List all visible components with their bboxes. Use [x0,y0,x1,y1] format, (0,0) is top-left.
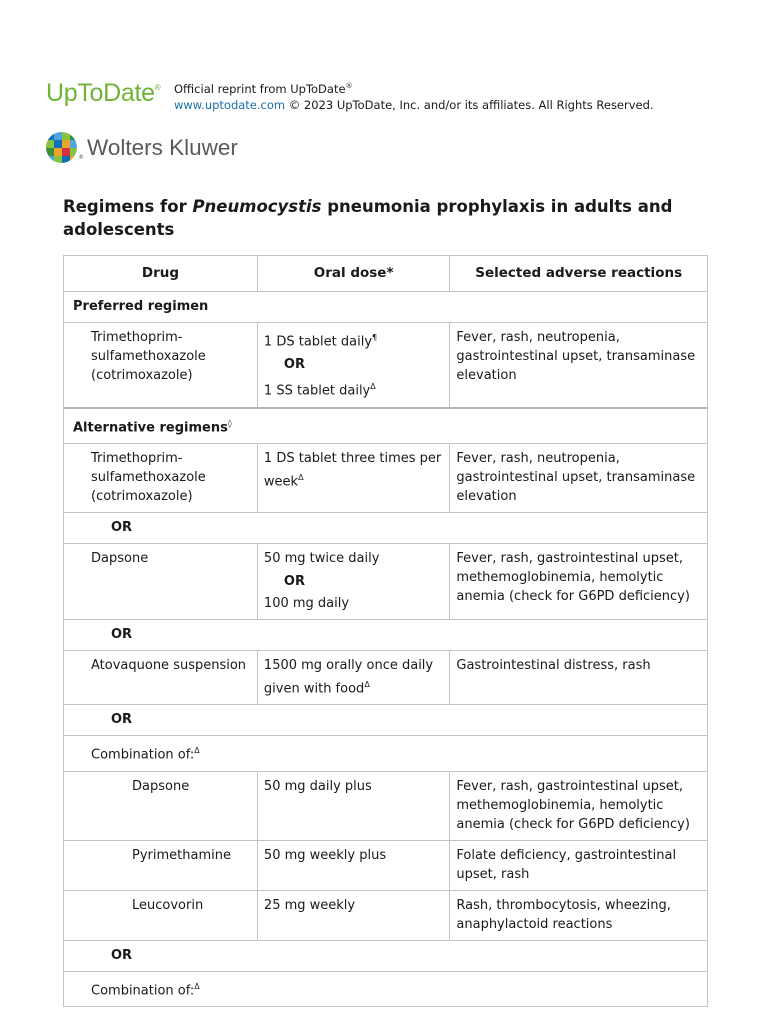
header-oral-dose: Oral dose* [257,256,449,292]
table-row [64,323,708,408]
dose-cell: 50 mg weekly plus [257,840,449,890]
header-adverse-reactions: Selected adverse reactions [450,256,708,292]
reprint-header [46,76,726,116]
dose-text: 1 DS tablet three times per week [263,450,442,490]
section-label-preferred: Preferred regimen [64,292,708,323]
footnote-mark: Δ [194,981,200,991]
table-row [64,650,708,704]
section-label-text: Alternative regimens [73,419,228,435]
dose-or-label: OR [283,573,305,589]
footnote-mark: ◊ [227,418,232,428]
footnote-mark: Δ [194,746,200,756]
table-row [64,443,708,512]
or-row [64,619,708,650]
title-pre: Regimens for [63,197,193,216]
table-row [64,543,708,619]
reactions-cell: Fever, rash, neutropenia, gastrointestinal upset, transaminase elevation [450,323,708,408]
drug-cell: Atovaquone suspension [64,650,258,704]
combination-row [64,971,708,1006]
dose-cell [257,543,449,619]
dose-option: 50 mg twice daily [263,550,380,566]
title-italic: Pneumocystis [192,197,322,216]
footnote-mark: Δ [370,382,376,392]
dose-text: 1500 mg orally once daily given with food [263,657,434,697]
regimens-table [63,255,708,1007]
or-label: OR [64,705,708,736]
combination-text: Combination of: [91,982,195,998]
drug-cell: Leucovorin [64,890,258,940]
combination-text: Combination of: [91,747,195,763]
combination-label [64,971,708,1006]
title-post: pneumonia prophylaxis in adults and adolescents [63,197,673,239]
section-label-alternative [64,408,708,444]
reprint-notice [174,78,654,113]
or-label: OR [64,940,708,971]
drug-cell: Dapsone [64,771,258,840]
dose-cell [257,443,449,512]
dose-cell [257,323,449,408]
dose-option: 1 SS tablet daily [263,383,371,399]
uptodate-website-link[interactable]: www.uptodate.com [174,97,286,112]
reactions-cell: Rash, thrombocytosis, wheezing, anaphylactoid reactions [450,890,708,940]
dose-option: 1 DS tablet daily [263,334,373,350]
dose-cell: 25 mg weekly [257,890,449,940]
reactions-cell: Fever, rash, gastrointestinal upset, methemoglobinemia, hemolytic anemia (check for G6PD deficiency) [450,771,708,840]
wolters-kluwer-mark-icon [46,132,77,163]
reactions-cell: Fever, rash, neutropenia, gastrointestinal upset, transaminase elevation [450,443,708,512]
drug-cell: Trimethoprim-sulfamethoxazole (cotrimoxazole) [64,443,258,512]
reactions-cell: Gastrointestinal distress, rash [450,650,708,704]
combination-row [64,736,708,771]
reactions-cell: Folate deficiency, gastrointestinal upset, rash [450,840,708,890]
copyright-text: © 2023 UpToDate, Inc. and/or its affiliates. All Rights Reserved. [285,97,654,112]
footnote-mark: Δ [364,679,370,689]
table-row [64,890,708,940]
uptodate-logo-text: UpToDate [46,79,155,107]
or-row [64,512,708,543]
wolters-kluwer-text: Wolters Kluwer [87,135,238,160]
dose-cell [257,650,449,704]
dose-or-label: OR [283,357,305,373]
or-label: OR [64,619,708,650]
or-row [64,705,708,736]
dose-cell: 50 mg daily plus [257,771,449,840]
drug-cell: Dapsone [64,543,258,619]
drug-cell: Trimethoprim-sulfamethoxazole (cotrimoxazole) [64,323,258,408]
uptodate-logo[interactable] [46,79,160,108]
footnote-mark: ¶ [372,333,378,342]
table-row [64,840,708,890]
section-row-alternative [64,408,708,444]
reprint-reg: ® [345,82,353,90]
footnote-mark: Δ [298,472,304,482]
uptodate-logo-reg: ® [154,82,161,92]
section-row-preferred [64,292,708,323]
drug-cell: Pyrimethamine [64,840,258,890]
reactions-cell: Fever, rash, gastrointestinal upset, methemoglobinemia, hemolytic anemia (check for G6PD deficiency) [450,543,708,619]
dose-option: 100 mg daily [263,595,350,611]
table-header-row [64,256,708,292]
or-row [64,940,708,971]
page-title [63,195,703,241]
or-label: OR [64,512,708,543]
header-drug: Drug [64,256,258,292]
combination-label [64,736,708,771]
reprint-line: Official reprint from UpToDate [174,81,346,96]
table-row [64,771,708,840]
wolters-kluwer-reg: ® [78,154,84,161]
